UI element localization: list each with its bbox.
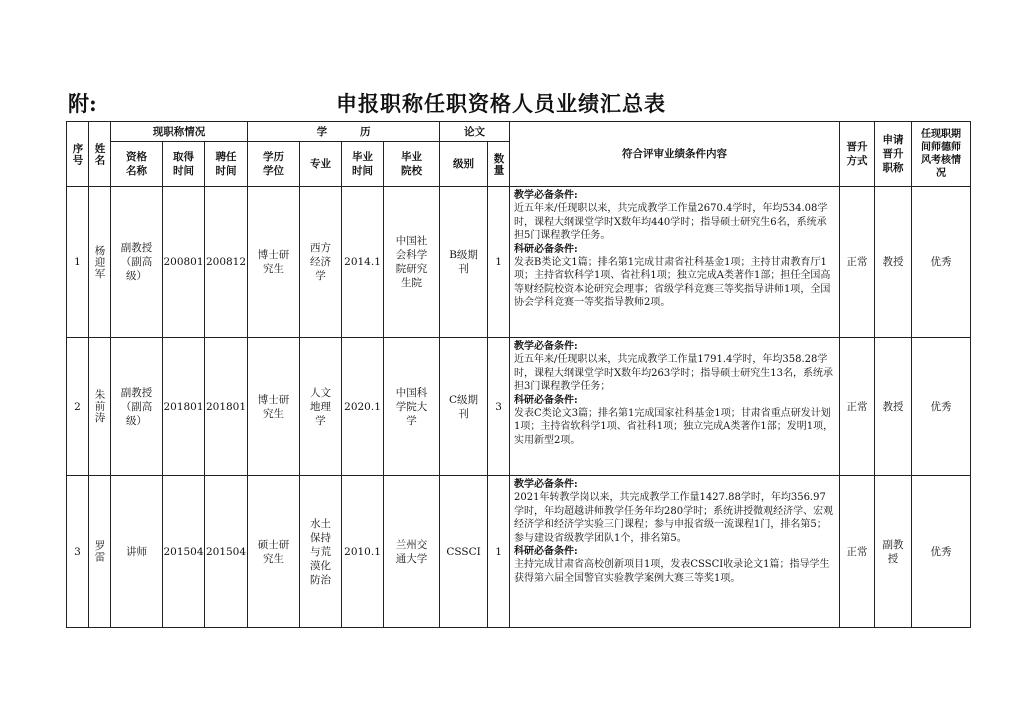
cell-school: 中国科学院大学: [384, 338, 440, 476]
col-hire-time: 聘任时间: [205, 142, 248, 187]
col-grad-time: 毕业时间: [342, 142, 384, 187]
cell-obtain: 201801: [163, 338, 205, 476]
teach-label: 教学必备条件:: [514, 341, 578, 352]
research-label: 科研必备条件:: [514, 243, 578, 255]
cell-apply: 教授: [875, 187, 912, 338]
cell-degree: 博士研究生: [248, 338, 300, 476]
col-grad-school: 毕业院校: [384, 142, 440, 187]
cell-seq: 1: [67, 187, 89, 338]
cell-promo: 正常: [840, 476, 875, 628]
cell-content: [510, 476, 840, 628]
cell-major: 人文地理学: [300, 338, 342, 476]
summary-table: [66, 121, 971, 628]
cell-promo: 正常: [840, 338, 875, 476]
cell-qual: 副教授（副高级）: [111, 187, 163, 338]
cell-level: CSSCI: [440, 476, 488, 628]
cell-name: 罗雷: [89, 476, 111, 628]
cell-apply: 副教授: [875, 476, 912, 628]
col-seq: 序号: [67, 122, 89, 187]
col-current-title: 现职称情况: [111, 122, 248, 142]
research-text: 发表B类论文1篇；排名第1完成甘肃省社科基金1项；主持甘肃教育厅1项；主持省软科学1项、省社科1项；独立完成A类著作1部；担任全国高等财经院校资本论研究会理事；省级学科竞赛三等奖指导讲师1项，全国协会学科竞赛一等奖指导教师2项。: [514, 257, 831, 309]
cell-hire: 201801: [205, 338, 248, 476]
teach-label: 教学必备条件:: [514, 479, 578, 490]
cell-count: 1: [488, 187, 510, 338]
cell-ethics: 优秀: [912, 187, 971, 338]
col-ethics: 任现职期间师德师风考核情况: [912, 122, 971, 187]
teach-text: 近五年来/任现职以来，共完成教学工作量1791.4学时，年均358.28学时，课程大纲课堂学时X数年均263学时；指导硕士研究生13名，系统承担3门课程教学任务；: [514, 354, 833, 393]
teach-text: 2021年转教学岗以来，共完成教学工作量1427.88学时，年均356.97学时，年均超越讲师教学任务年均280学时；系统讲授微观经济学、宏观经济学和经济学实验三门课程；参与申报省级一流课程1门，排名第5；参与建设省级教学团队1个，排名第5。: [514, 492, 834, 544]
cell-name: 杨迎军: [89, 187, 111, 338]
cell-level: B级期刊: [440, 187, 488, 338]
table-row: [67, 476, 971, 628]
research-text: 发表C类论文3篇；排名第1完成国家社科基金1项；甘肃省重点研发计划1项；主持省软科学1项、省社科1项；独立完成A类著作1部；发明1项，实用新型2项。: [514, 408, 834, 446]
attachment-label: 附:: [68, 91, 97, 116]
cell-school: 中国社会科学院研究生院: [384, 187, 440, 338]
cell-count: 3: [488, 338, 510, 476]
cell-ethics: 优秀: [912, 338, 971, 476]
col-content: 符合评审业绩条件内容: [510, 122, 840, 187]
cell-degree: 硕士研究生: [248, 476, 300, 628]
header: [66, 86, 966, 120]
col-degree: 学历学位: [248, 142, 300, 187]
cell-content: [510, 187, 840, 338]
cell-obtain: 201504: [163, 476, 205, 628]
cell-name: 朱前涛: [89, 338, 111, 476]
research-label: 科研必备条件:: [514, 546, 578, 558]
col-apply: 申请晋升职称: [875, 122, 912, 187]
cell-major: 西方经济学: [300, 187, 342, 338]
cell-grad-time: 2010.1: [342, 476, 384, 628]
cell-level: C级期刊: [440, 338, 488, 476]
col-education: 学 历: [248, 122, 440, 142]
col-count: 数量: [488, 142, 510, 187]
col-obtain-time: 取得时间: [163, 142, 205, 187]
cell-seq: 3: [67, 476, 89, 628]
cell-seq: 2: [67, 338, 89, 476]
cell-qual: 副教授（副高级）: [111, 338, 163, 476]
teach-label: 教学必备条件:: [514, 190, 578, 201]
cell-hire: 200812: [205, 187, 248, 338]
col-level: 级别: [440, 142, 488, 187]
cell-content: [510, 338, 840, 476]
research-text: 主持完成甘肃省高校创新项目1项，发表CSSCI收录论文1篇；指导学生获得第六届全国警官实验教学案例大赛三等奖1项。: [514, 559, 830, 584]
cell-qual: 讲师: [111, 476, 163, 628]
cell-school: 兰州交通大学: [384, 476, 440, 628]
cell-hire: 201504: [205, 476, 248, 628]
cell-major: 水土保持与荒漠化防治: [300, 476, 342, 628]
cell-promo: 正常: [840, 187, 875, 338]
cell-ethics: 优秀: [912, 476, 971, 628]
table-row: [67, 338, 971, 476]
col-promo: 晋升方式: [840, 122, 875, 187]
col-qual-name: 资格名称: [111, 142, 163, 187]
cell-degree: 博士研究生: [248, 187, 300, 338]
table-row: [67, 187, 971, 338]
cell-count: 1: [488, 476, 510, 628]
col-name: 姓名: [89, 122, 111, 187]
cell-apply: 教授: [875, 338, 912, 476]
cell-grad-time: 2020.1: [342, 338, 384, 476]
col-paper: 论文: [440, 122, 510, 142]
col-major: 专业: [300, 142, 342, 187]
page-title: 申报职称任职资格人员业绩汇总表: [336, 91, 666, 116]
teach-text: 近五年来/任现职以来，共完成教学工作量2670.4学时，年均534.08学时，课程大纲课堂学时X数年均440学时；指导硕士研究生6名，系统承担5门课程教学任务。: [514, 203, 828, 242]
cell-obtain: 200801: [163, 187, 205, 338]
research-label: 科研必备条件:: [514, 394, 578, 406]
cell-grad-time: 2014.1: [342, 187, 384, 338]
